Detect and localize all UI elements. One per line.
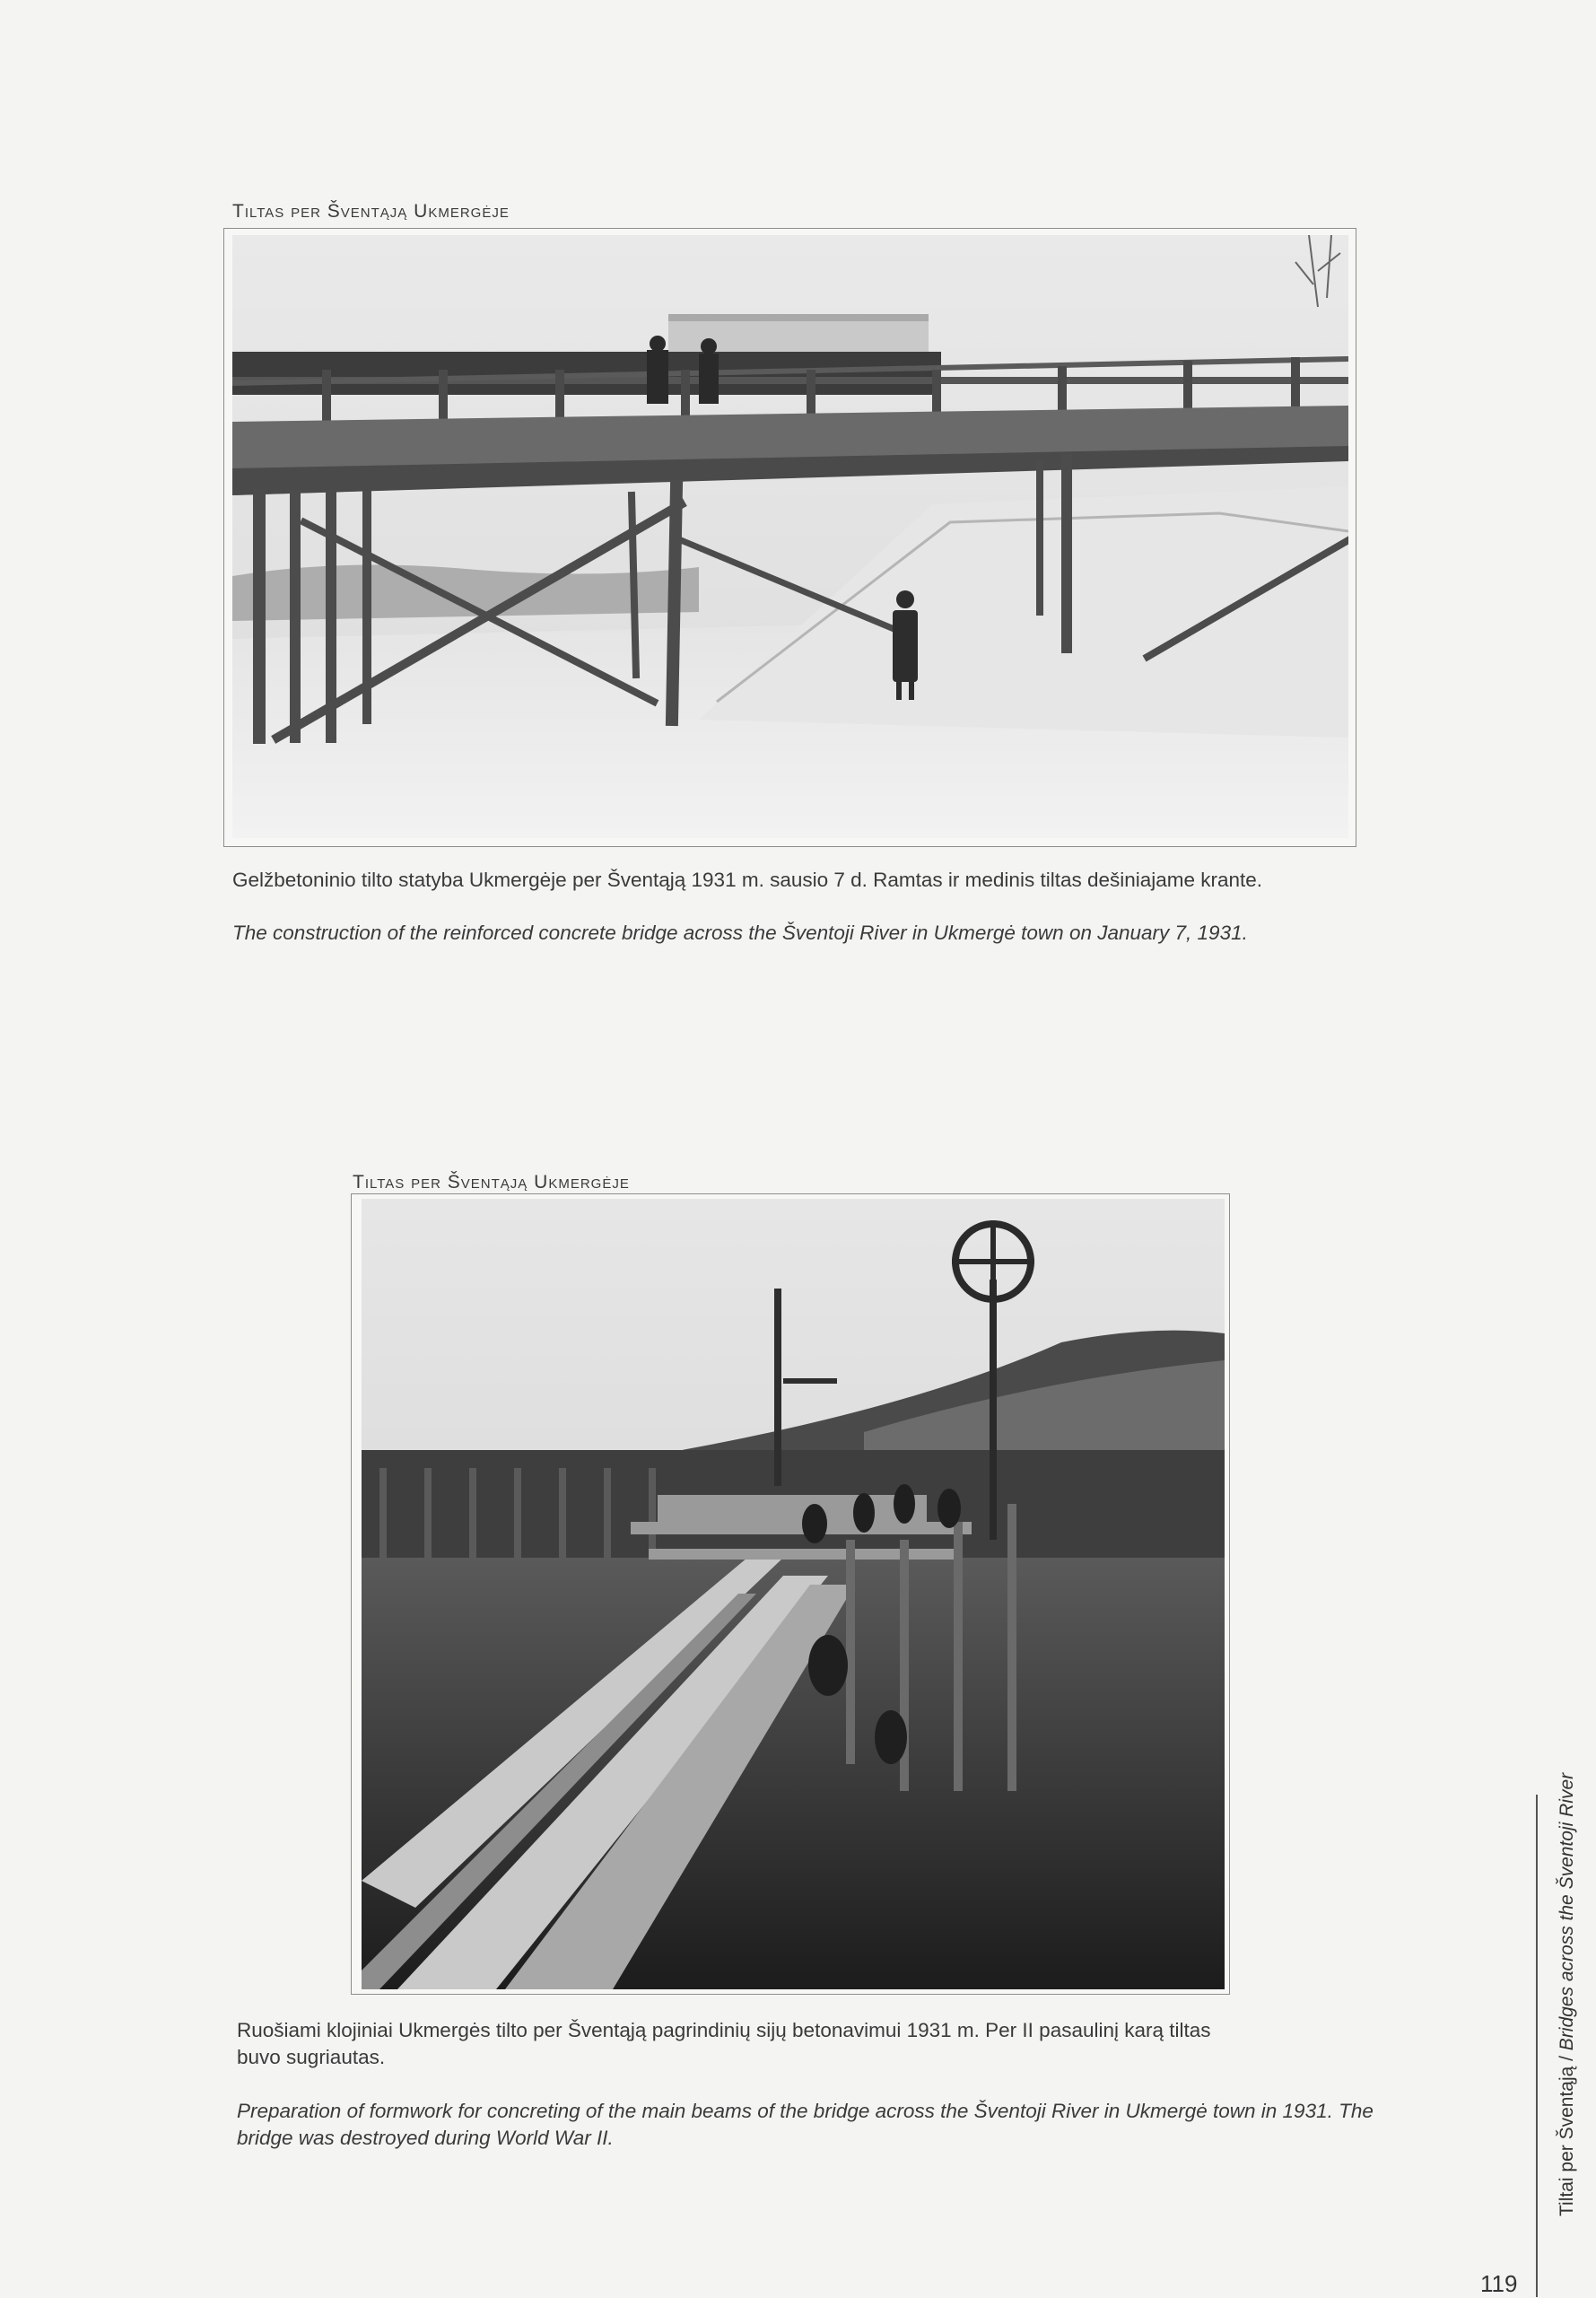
figure-1-photo [232,235,1348,838]
running-head-lt: Tiltai per Šventąją / [1557,2050,1577,2216]
sidebar-rule [1536,1795,1538,2297]
page-number: 119 [1480,2270,1518,2297]
figure-2-photo [362,1199,1225,1989]
running-head [1557,1773,1578,2216]
running-head-en: Bridges across the Šventoji River [1557,1772,1577,2051]
figure-1-heading: Tiltas per Šventąją Ukmergėje [232,201,510,222]
figure-2-caption-lt: Ruošiami klojiniai Ukmergės tilto per Šventąją pagrindinių sijų betonavimui 1931 m. Per II pasaulinį karą tiltas buvo sugriautas. [237,2019,1211,2068]
figure-2-caption-en: Preparation of formwork for concreting of the main beams of the bridge across the Šventoji River in Ukmergė town in 1931. The bridge was destroyed during World War II. [237,2100,1374,2149]
figure-1-caption-en: The construction of the reinforced concrete bridge across the Šventoji River in Ukmergė town on January 7, 1931. [232,922,1248,944]
figure-2-heading: Tiltas per Šventąją Ukmergėje [353,1172,630,1193]
figure-1-caption-lt: Gelžbetoninio tilto statyba Ukmergėje per Šventąją 1931 m. sausio 7 d. Ramtas ir medinis tiltas dešiniajame krante. [232,869,1263,891]
